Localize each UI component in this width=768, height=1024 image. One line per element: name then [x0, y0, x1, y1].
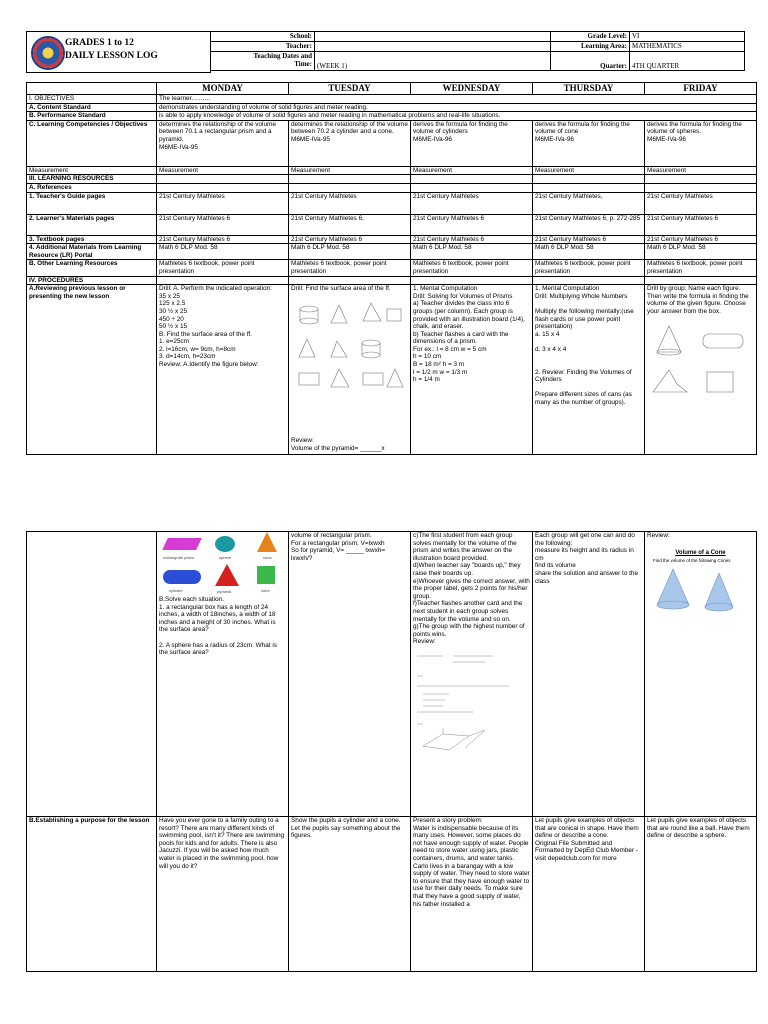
performance-standard-text: is able to apply knowledge of volume of solid figures and meter reading in mathematical problems and real-life situations. — [157, 112, 757, 121]
continuation-label-cell — [27, 532, 157, 817]
am-wednesday: Math 6 DLP Mod. 58 — [411, 244, 533, 260]
empty-cell — [411, 175, 533, 184]
lm-thursday: 21st Century Mathletes 6, p. 272-285 — [533, 214, 645, 235]
establishing-friday: Let pupils give examples of objects that are round like a ball. Have them define or describe a sphere. — [645, 817, 757, 972]
day-tuesday: TUESDAY — [289, 83, 411, 95]
empty-cell — [533, 276, 645, 285]
empty-cell — [411, 276, 533, 285]
establishing-wednesday: Present a story problem: Water is indispensable because of its many uses. However, some places do not have enough supply of water. People need to store water using jars, plastic containers, drums, and water tanks. Carlo lives in a barangay with a low supply of water. They need to store water to ensure that they have enough water to use for their daily needs. To make sure that they have a good supply of water, his father installed a — [411, 817, 533, 972]
lm-friday: 21st Century Mathletes 6 — [645, 214, 757, 235]
shape-label-prism: rectangular prism — [163, 555, 194, 560]
p2-wednesday — [411, 532, 533, 817]
dates-label — [211, 52, 315, 71]
tb-thursday: 21st Century Mathletes 6 — [533, 235, 645, 244]
day-friday: FRIDAY — [645, 83, 757, 95]
procedures-label: IV. PROCEDURES — [27, 276, 157, 285]
or-friday: Mathletes 6 textbook, power point presentation — [645, 260, 757, 276]
am-tuesday: Math 6 DLP Mod. 58 — [289, 244, 411, 260]
quarter-label: Quarter: — [551, 52, 630, 71]
friday-figures-icon — [647, 322, 753, 402]
lm-tuesday: 21st Century Mathletes 6, — [289, 214, 411, 235]
school-label: School: — [211, 32, 315, 42]
reviewing-tuesday-review: Review: Volume of the pyramid= ______x — [291, 436, 385, 452]
friday-cone-title: Volume of a Cone — [675, 549, 726, 556]
additional-label: 4. Additional Materials from Learning Resource (LR) Portal — [27, 244, 157, 260]
deped-seal-icon — [31, 36, 65, 70]
am-monday: Math 6 DLP Mod. 58 — [157, 244, 289, 260]
empty-cell — [645, 175, 757, 184]
measurement-monday: Measurement — [157, 166, 289, 175]
sphere-icon — [215, 536, 235, 552]
friday-cone-subtitle: Find the volume of the following Cones — [653, 558, 731, 564]
reviewing-tuesday-drill: Drill: Find the surface area of the ff. — [291, 285, 391, 293]
reviewing-friday-text: Drill by group: Name each figure. Then write the formula in finding the volume of the given figure. Choose your answer from the box. — [647, 285, 749, 315]
header-info-table — [210, 31, 745, 71]
empty-cell — [157, 276, 289, 285]
am-friday: Math 6 DLP Mod. 58 — [645, 244, 757, 260]
tb-friday: 21st Century Mathletes 6 — [645, 235, 757, 244]
empty-cell — [645, 276, 757, 285]
area-value[interactable]: MATHEMATICS — [630, 42, 745, 52]
performance-standard-label: B. Performance Standard — [27, 112, 157, 121]
competency-friday: derives the formula for finding the volume of spheres. M6ME-IVa-96 — [645, 120, 757, 166]
or-tuesday: Mathletes 6 textbook, power point presentation — [289, 260, 411, 276]
teachers-guide-label: 1. Teacher's Guide pages — [27, 192, 157, 214]
dates-value[interactable]: (WEEK 1) — [315, 52, 551, 71]
reviewing-friday — [645, 285, 757, 455]
content-standard-text: demonstrates understanding of volume of solid figures and meter reading. — [157, 103, 757, 112]
tb-monday: 21st Century Mathletes 6 — [157, 235, 289, 244]
monday-situations: B.Solve each situation. 1. a rectangular box has a length of 24 inches, a width of 18inches, a width of 18 inches and a height of 30 inches. What is the surface area? 2. A sphere has a radius of 23cm. What is the surface area? — [159, 596, 277, 657]
title-line2: DAILY LESSON LOG — [65, 51, 158, 61]
resources-label: III. LEARNING RESOURCES — [27, 175, 157, 184]
shape-label-sphere: sphere — [219, 555, 232, 560]
empty-cell — [411, 183, 533, 192]
lesson-log-table-page2 — [26, 531, 757, 972]
lm-monday: 21st Century Mathletes 6 — [157, 214, 289, 235]
grade-label: Grade Level: — [551, 32, 630, 42]
competency-tuesday: determines the relationship of the volume between 70.2 a cylinder and a cone. M6ME-IVa-95 — [289, 120, 411, 166]
day-wednesday: WEDNESDAY — [411, 83, 533, 95]
lesson-log-table-page1 — [26, 82, 757, 455]
tg-thursday: 21st Century Mathletes, — [533, 192, 645, 214]
pyramid-icon — [215, 564, 239, 586]
title-line1: GRADES 1 to 12 — [65, 38, 134, 48]
tb-wednesday: 21st Century Mathletes 6 — [411, 235, 533, 244]
competency-thursday: derives the formula for finding the volume of cone M6ME-IVa-96 — [533, 120, 645, 166]
tg-friday: 21st Century Mathletes — [645, 192, 757, 214]
cube-icon — [257, 566, 275, 584]
empty-cell — [289, 175, 411, 184]
wednesday-steps: c)The first student from each group solves mentally for the volume of the prism and writes the answer on the illustration board provided. d)When teacher say "boards up," they raise their boards up. e)Whoever gives the correct answer, with the proper label, gets 2 points for his/her group. f)Teacher flashes another card and the next student in each group solves mentally for the volume and so on. g)The group with the highest number of points wins. Review: — [413, 532, 530, 646]
header-logo-box — [26, 31, 211, 73]
shape-label-pyramid: pyramid — [217, 589, 232, 594]
empty-cell — [533, 183, 645, 192]
measurement-friday: Measurement — [645, 166, 757, 175]
competency-monday: determines the relationship of the volume between 70.1 a rectangular prism and a pyramid. M6ME-IVa-95 — [157, 120, 289, 166]
shape-label-cylinder: cylinder — [169, 588, 183, 593]
or-monday: Mathletes 6 textbook, power point presentation — [157, 260, 289, 276]
friday-review: Review: — [647, 532, 670, 539]
measurement-tuesday: Measurement — [289, 166, 411, 175]
empty-cell — [157, 183, 289, 192]
reviewing-label: A.Reviewing previous lesson or presenting the new lesson — [27, 285, 157, 455]
cone-icon — [257, 532, 277, 552]
rectangular-prism-icon — [162, 538, 202, 550]
reviewing-wednesday: 1. Mental Computation Drill: Solving for Volumes of Prisms a) Teacher divides the class into 6 groups (per column). Each group is provided with an illustration board (1/4), chalk, and eraser. b) Teacher flashes a card with the dimensions of a prism. For ex.: l = 8 cm w = 5 cm h = 10 cm B = 18 m² h = 3 m l = 1/2 m w = 1/3 m h = 1/4 m — [411, 285, 533, 455]
content-standard-label: A. Content Standard — [27, 103, 157, 112]
day-monday: MONDAY — [157, 83, 289, 95]
tg-wednesday: 21st Century Mathletes — [411, 192, 533, 214]
learners-materials-label: 2. Learner's Materials pages — [27, 214, 157, 235]
dates-label-1: Teaching Dates and — [253, 52, 312, 60]
shape-label-cube: cube — [261, 588, 270, 593]
shape-label-cone: cone — [263, 555, 272, 560]
establishing-tuesday: Show the pupils a cylinder and a cone. Let the pupils say something about the figures. — [289, 817, 411, 972]
empty-cell — [645, 183, 757, 192]
reviewing-monday: Drill: A. Perform the indicated operation: 35 x 25 125 x 2.5 30 ½ x 25 450 ÷ 20 50 ½ x 15 B. Find the surface area of the ff. 1. e=25cm 2. l=16cm, w= 9cm, h=8cm 3. d=14cm, h=23cm Review: A.Identify the figure below: — [157, 285, 289, 455]
or-thursday: Mathletes 6 textbook, power point presentation — [533, 260, 645, 276]
tg-monday: 21st Century Mathletes — [157, 192, 289, 214]
cones-figure-icon — [647, 567, 747, 617]
tg-tuesday: 21st Century Mathletes — [289, 192, 411, 214]
empty-cell — [289, 276, 411, 285]
am-thursday: Math 6 DLP Mod. 58 — [533, 244, 645, 260]
teacher-value[interactable] — [315, 42, 551, 52]
teacher-label: Teacher: — [211, 42, 315, 52]
cylinder-icon — [163, 570, 201, 584]
lm-wednesday: 21st Century Mathletes 6 — [411, 214, 533, 235]
p2-thursday: Each group will get one can and do the following: measure its height and its radius in cm find its volume share the solution and answer to the class — [533, 532, 645, 817]
school-value[interactable] — [315, 32, 551, 42]
establishing-thursday: Let pupils give examples of objects that are conical in shape. Have them define or describe a cone. Original File Submitted and Formatted by DepEd Club Member - visit depedclub.com for more — [533, 817, 645, 972]
establishing-label: B.Establishing a purpose for the lesson — [27, 817, 157, 972]
measurement-wednesday: Measurement — [411, 166, 533, 175]
reviewing-tuesday — [289, 285, 411, 455]
empty-cell — [533, 175, 645, 184]
p2-friday — [645, 532, 757, 817]
competency-wednesday: derives the formula for finding the volume of cylinders M6ME-IVa-96 — [411, 120, 533, 166]
references-label: A. References — [27, 183, 157, 192]
p2-tuesday: volume of rectangular prism. For a rectangular prism, V=lxwxh So for pyramid, V= _____ lxwxh= lxwxh/? — [289, 532, 411, 817]
empty-cell — [289, 183, 411, 192]
quarter-value[interactable]: 4TH QUARTER — [630, 52, 745, 71]
competencies-label: C. Learning Competencies / Objectives — [27, 120, 157, 166]
review-worksheet-icon — [413, 650, 523, 760]
reviewing-thursday: 1. Mental Computation Drill: Multiplying Whole Numbers Multiply the following mentally:(use flash cards or use power point presentation) a. 15 x 4 d. 3 x 4 x 4 2. Review: Finding the Volumes of Cylinders Prepare different sizes of cans (as many as the number of groups). — [533, 285, 645, 455]
other-resources-label: B. Other Learning Resources — [27, 260, 157, 276]
surface-area-figures-icon — [291, 297, 409, 405]
measurement-label: Measurement — [27, 166, 157, 175]
establishing-monday: Have you ever gone to a family outing to a resort? There are many different kinds of swimming pool, isn't it? There are swimming pools for kids and for adults. There is also Jacuzzi. If you will be asked how much water is placed in the swimming pool, how will you do it? — [157, 817, 289, 972]
grade-value[interactable]: VI — [630, 32, 745, 42]
objectives-label: I. OBJECTIVES — [27, 95, 157, 104]
measurement-thursday: Measurement — [533, 166, 645, 175]
p2-monday — [157, 532, 289, 817]
objectives-text: The learner……… — [157, 95, 757, 104]
dates-label-2: Time: — [294, 60, 312, 68]
monday-shapes — [159, 532, 286, 596]
empty-cell — [157, 175, 289, 184]
or-wednesday: Mathletes 6 textbook, power point presentation — [411, 260, 533, 276]
tb-tuesday: 21st Century Mathletes 6 — [289, 235, 411, 244]
corner-cell — [27, 83, 157, 95]
textbook-label: 3. Textbook pages — [27, 235, 157, 244]
day-thursday: THURSDAY — [533, 83, 645, 95]
area-label: Learning Area: — [551, 42, 630, 52]
